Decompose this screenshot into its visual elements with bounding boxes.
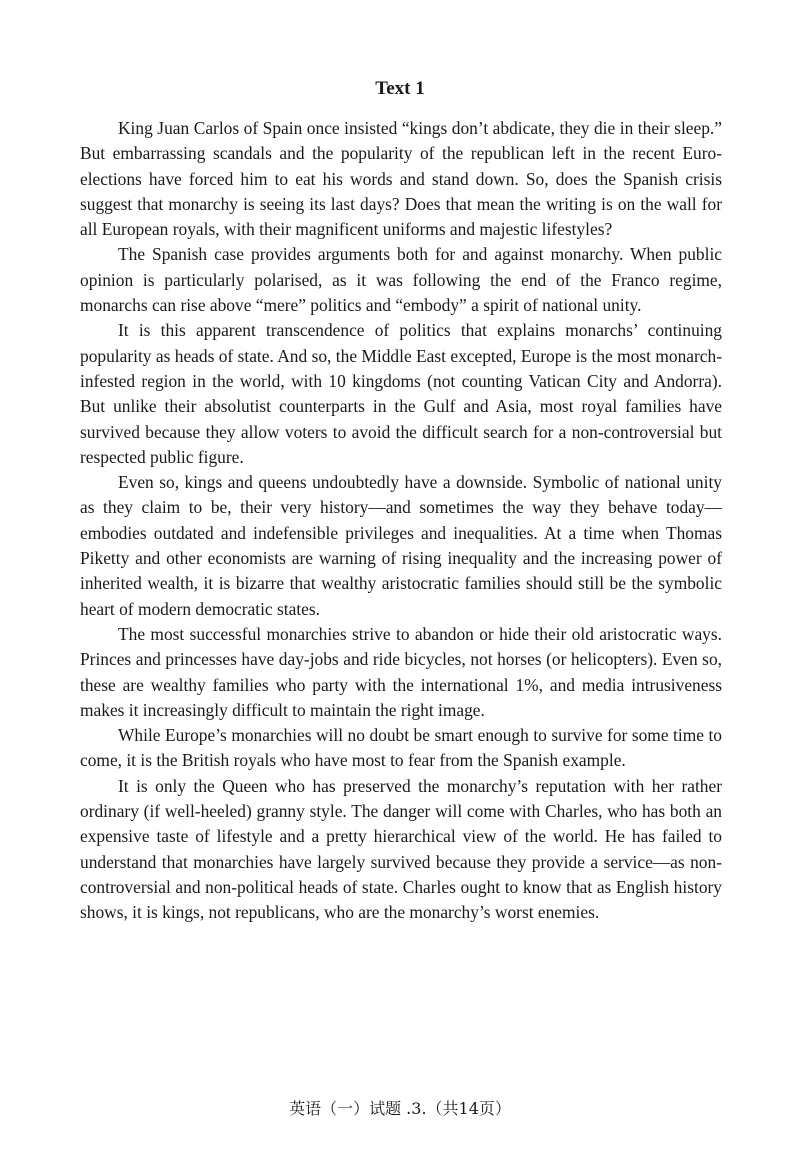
paragraph-5: The most successful monarchies strive to abandon or hide their old aristocratic ways. Princes and princesses have day-jobs and ride bicycles, not horses (or helicopters). Even so, these are wealthy families who party with the international 1%, and media intrusiveness makes it increasingly difficult to maintain the right image.: [80, 623, 722, 720]
paragraph-4: Even so, kings and queens undoubtedly have a downside. Symbolic of national unity as they claim to be, their very history—and sometimes the way they behave today—embodies outdated and indefensible privileges and inequalities. At a time when Thomas Piketty and other economists are warning of rising inequality and the increasing power of inherited wealth, it is bizarre that wealthy aristocratic families should still be the symbolic heart of modern democratic states.: [80, 472, 722, 619]
paragraph-6: While Europe’s monarchies will no doubt be smart enough to survive for some time to come, it is the British royals who have most to fear from the Spanish example.: [80, 725, 722, 771]
passage-body: [80, 116, 722, 926]
passage-title: Text 1: [375, 78, 425, 99]
paragraph-2: The Spanish case provides arguments both for and against monarchy. When public opinion is particularly polarised, as it was following the end of the Franco regime, monarchs can rise above “mere” politics and “embody” a spirit of national unity.: [80, 244, 722, 316]
paragraph-3: It is this apparent transcendence of politics that explains monarchs’ continuing popularity as heads of state. And so, the Middle East excepted, Europe is the most monarch-infested region in the world, with 10 kingdoms (not counting Vatican City and Andorra). But unlike their absolutist counterparts in the Gulf and Asia, most royal families have survived because they allow voters to avoid the difficult search for a non-controversial but respected public figure.: [80, 320, 722, 467]
paragraph-1: King Juan Carlos of Spain once insisted “kings don’t abdicate, they die in their sleep.” But embarrassing scandals and the popularity of the republican left in the recent Euro-elections have forced him to eat his words and stand down. So, does the Spanish crisis suggest that monarchy is seeing its last days? Does that mean the writing is on the wall for all European royals, with their magnificent uniforms and majestic lifestyles?: [80, 118, 722, 240]
page-footer: 英语（一）试题 .3.（共14页）: [289, 1099, 511, 1118]
paragraph-7: It is only the Queen who has preserved the monarchy’s reputation with her rather ordinary (if well-heeled) granny style. The danger will come with Charles, who has both an expensive taste of lifestyle and a pretty hierarchical view of the world. He has failed to understand that monarchies have largely survived because they provide a service—as non-controversial and non-political heads of state. Charles ought to know that as English history shows, it is kings, not republicans, who are the monarchy’s worst enemies.: [80, 775, 722, 923]
